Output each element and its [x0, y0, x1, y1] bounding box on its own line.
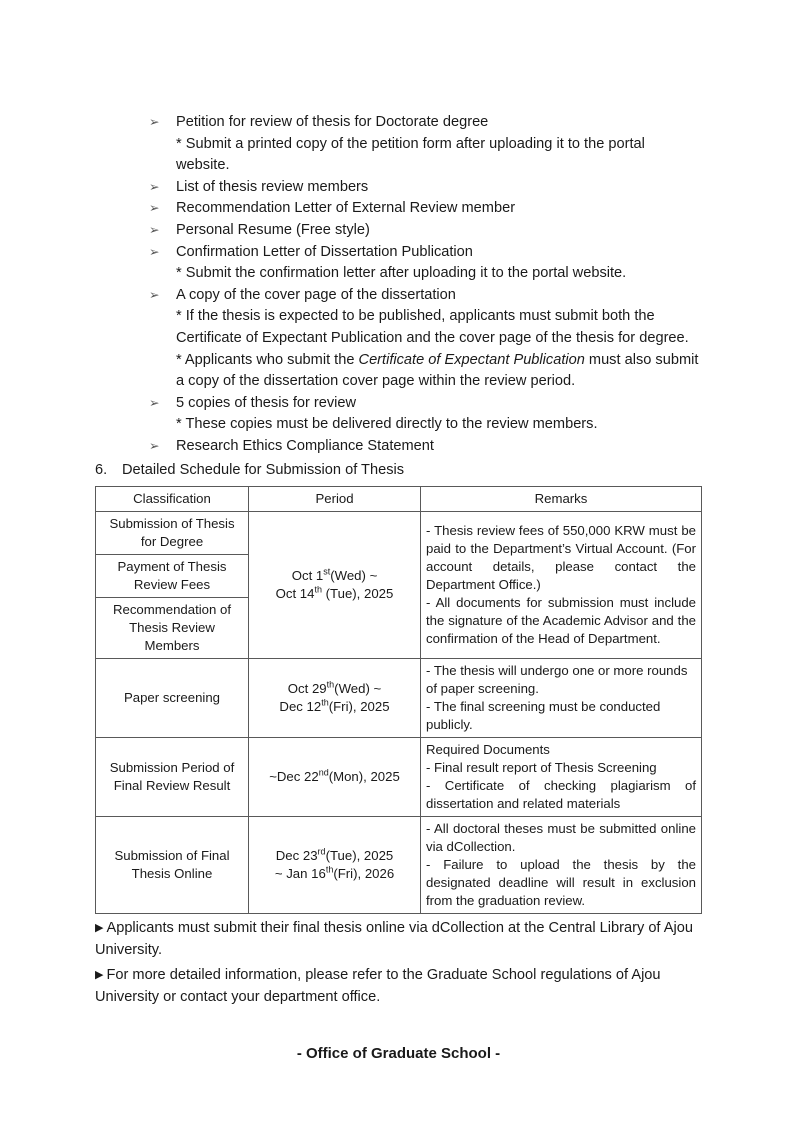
period-line-1: ~Dec 22nd(Mon), 2025 [269, 767, 400, 785]
list-item [95, 242, 702, 264]
period-line-1: Oct 29th(Wed) ~ [287, 679, 382, 697]
section-heading [95, 460, 702, 482]
list-item-label: Personal Resume (Free style) [176, 221, 370, 238]
table-row [96, 738, 702, 817]
list-item [95, 112, 702, 134]
italic-note-emphasis: Certificate of Expectant Publication [358, 351, 585, 368]
italic-note-prefix: * Applicants who submit the [176, 351, 359, 368]
remark-line: - The final screening must be conducted publicly. [426, 699, 661, 733]
cell-classification: Submission Period of Final Review Result [96, 738, 249, 817]
remark-line: - Thesis review fees of 550,000 KRW must be paid to the Department’s Virtual Account. (For account details, please contact the Department Office.) [426, 523, 696, 593]
cell-remarks [421, 659, 702, 738]
period-line-1: Dec 23rd(Tue), 2025 [275, 846, 394, 864]
footer-note [95, 917, 702, 961]
table-header-period: Period [249, 487, 421, 512]
list-item [95, 436, 702, 458]
bullet-icon: ➢ [149, 222, 160, 237]
cell-classification: Recommendation of Thesis Review Members [96, 598, 249, 659]
list-item-label: Confirmation Letter of Dissertation Publication [176, 243, 473, 260]
bullet-icon: ➢ [149, 395, 160, 410]
bullet-icon: ➢ [149, 115, 160, 129]
period-line-2: Dec 12th(Fri), 2025 [279, 697, 390, 715]
remark-line: Required Documents [426, 742, 550, 758]
list-item-label: Recommendation Letter of External Review member [176, 200, 516, 217]
cell-remarks [421, 738, 702, 817]
bullet-icon: ➢ [149, 201, 160, 216]
cell-classification: Submission of Thesis for Degree [96, 512, 249, 555]
schedule-table [95, 486, 702, 914]
cell-period [249, 738, 421, 817]
bullet-icon: ➢ [149, 287, 160, 302]
table-row [96, 817, 702, 914]
remark-line: - Failure to upload the thesis by the designated deadline will result in exclusion from the graduation review. [426, 857, 696, 909]
arrow-icon: ▶ [95, 922, 104, 935]
list-item-italic-note [95, 350, 702, 393]
cell-classification: Submission of Final Thesis Online [96, 817, 249, 914]
table-row [96, 659, 702, 738]
table-header-remarks: Remarks [421, 487, 702, 512]
footer-note-text: For more detailed information, please refer to the Graduate School regulations of Ajou University or contact your department office. [95, 967, 661, 1006]
list-item-label: 5 copies of thesis for review [176, 394, 357, 411]
list-item-note: * Submit the confirmation letter after uploading it to the portal website. [176, 265, 627, 282]
list-item-label: A copy of the cover page of the dissertation [176, 286, 456, 303]
period-line-2: Oct 14th (Tue), 2025 [275, 584, 394, 602]
remark-line: - All doctoral theses must be submitted online via dCollection. [426, 821, 696, 855]
closing-signature: - Office of Graduate School - [296, 1045, 501, 1063]
remark-line: - The thesis will undergo one or more rounds of paper screening. [426, 663, 688, 697]
bullet-icon: ➢ [149, 179, 160, 194]
list-item [95, 285, 702, 307]
bullet-icon: ➢ [149, 438, 160, 453]
list-item-note: * If the thesis is expected to be published, applicants must submit both the Certificate of Expectant Publication and the cover page of the thesis for degree. [176, 308, 689, 346]
cell-classification: Paper screening [96, 659, 249, 738]
list-item [95, 198, 702, 220]
list-item-label: Research Ethics Compliance Statement [176, 437, 434, 454]
cell-period [249, 659, 421, 738]
list-item [95, 393, 702, 415]
section-title: Detailed Schedule for Submission of Thesis [122, 461, 405, 478]
table-header-classification: Classification [96, 487, 249, 512]
cell-remarks [421, 512, 702, 659]
table-header-row [96, 487, 702, 512]
list-item-note: * Submit a printed copy of the petition form after uploading it to the portal website. [176, 135, 645, 174]
table-row [96, 512, 702, 555]
requirements-list [95, 112, 702, 458]
section-number: 6. [95, 461, 108, 478]
list-item [95, 177, 702, 199]
italic-note-suffix: must also submit a copy of the dissertation cover page within the review period. [176, 351, 699, 390]
list-item-note: * These copies must be delivered directly to the review members. [176, 416, 598, 433]
period-line-2: ~ Jan 16th(Fri), 2026 [274, 864, 395, 882]
footer-note [95, 964, 702, 1008]
period-line-1: Oct 1st(Wed) ~ [291, 566, 378, 584]
footer-note-text: Applicants must submit their final thesis online via dCollection at the Central Library of Ajou University. [95, 920, 693, 959]
list-item-label: List of thesis review members [176, 178, 369, 195]
document-content [95, 112, 702, 1062]
list-item-label: Petition for review of thesis for Doctorate degree [176, 114, 489, 130]
cell-period [249, 817, 421, 914]
cell-classification: Payment of Thesis Review Fees [96, 555, 249, 598]
bullet-icon: ➢ [149, 244, 160, 259]
remark-line: - All documents for submission must include the signature of the Academic Advisor and the confirmation of the Head of Department. [426, 595, 696, 647]
cell-period [249, 512, 421, 659]
remark-line: - Final result report of Thesis Screening [426, 760, 657, 776]
cell-remarks [421, 817, 702, 914]
arrow-icon: ▶ [95, 969, 104, 982]
list-item [95, 220, 702, 242]
remark-line: - Certificate of checking plagiarism of dissertation and related materials [426, 778, 696, 812]
